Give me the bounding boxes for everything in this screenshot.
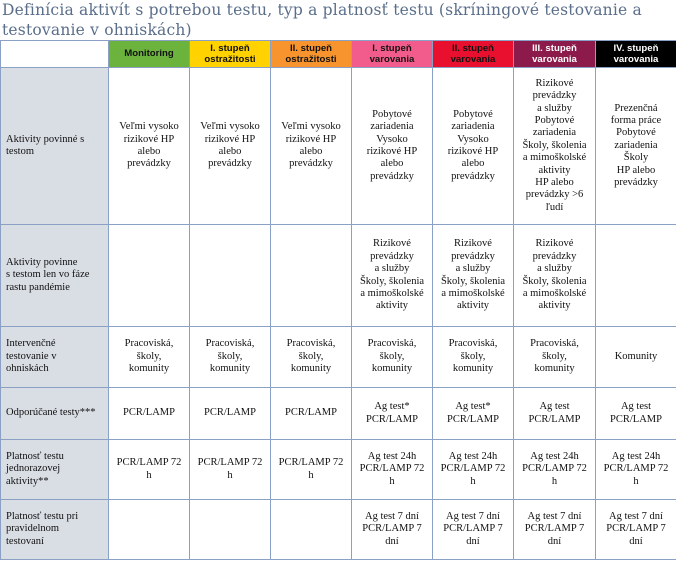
column-header: I. stupeň ostražitosti — [190, 41, 271, 68]
table-cell — [596, 225, 676, 327]
table-cell: Pracoviská, školy, komunity — [109, 327, 190, 388]
row-label: Odporúčané testy*** — [1, 388, 109, 440]
table-cell: Ag test 7 dní PCR/LAMP 7 dní — [596, 500, 676, 560]
table-row — [1, 68, 676, 225]
row-label: Platnosť testu jednorazovej aktivity** — [1, 440, 109, 500]
corner-cell — [1, 41, 109, 68]
table-cell: Ag test 24h PCR/LAMP 72 h — [514, 440, 596, 500]
table-cell: Pracoviská, školy, komunity — [514, 327, 596, 388]
document-title: Definícia aktivít s potrebou testu, typ a platnosť testu (skríningové testovanie a testovanie v ohniskách) — [2, 1, 642, 39]
table-cell: Ag test 7 dní PCR/LAMP 7 dní — [433, 500, 514, 560]
column-header: III. stupeň varovania — [514, 41, 596, 68]
column-header: II. stupeň varovania — [433, 41, 514, 68]
table-cell: Ag test 7 dní PCR/LAMP 7 dní — [514, 500, 596, 560]
table-cell: Pracoviská, školy, komunity — [271, 327, 352, 388]
table-cell: PCR/LAMP — [190, 388, 271, 440]
table-cell: Komunity — [596, 327, 676, 388]
table-cell — [190, 500, 271, 560]
table-row — [1, 500, 676, 560]
table-cell — [109, 500, 190, 560]
table-cell — [109, 225, 190, 327]
table-cell: Ag test* PCR/LAMP — [352, 388, 433, 440]
table-cell: Ag test 24h PCR/LAMP 72 h — [433, 440, 514, 500]
table-cell — [271, 225, 352, 327]
table-cell: PCR/LAMP — [109, 388, 190, 440]
column-header: IV. stupeň varovania — [596, 41, 676, 68]
table-cell: Pracoviská, školy, komunity — [190, 327, 271, 388]
column-header: Monitoring — [109, 41, 190, 68]
table-row — [1, 440, 676, 500]
table-cell: Veľmi vysoko rizikové HP alebo prevádzky — [271, 68, 352, 225]
row-label: Aktivity povinné s testom — [1, 68, 109, 225]
table-cell: Prezenčná forma práce Pobytové zariadenia Školy HP alebo prevádzky — [596, 68, 676, 225]
table-cell: Rizikové prevádzky a služby Školy, školenia a mimoškolské aktivity — [352, 225, 433, 327]
table-row — [1, 327, 676, 388]
row-label: Intervenčné testovanie v ohniskách — [1, 327, 109, 388]
table-row — [1, 225, 676, 327]
table-cell: PCR/LAMP — [271, 388, 352, 440]
table-cell: Rizikové prevádzky a služby Pobytové zariadenia Školy, školenia a mimoškolské aktivity HP alebo prevádzky >6 ľudí — [514, 68, 596, 225]
table-cell: PCR/LAMP 72 h — [109, 440, 190, 500]
table-cell: Pracoviská, školy, komunity — [352, 327, 433, 388]
table-cell: Pobytové zariadenia Vysoko rizikové HP alebo prevádzky — [433, 68, 514, 225]
table-cell: Pracoviská, školy, komunity — [433, 327, 514, 388]
column-header: II. stupeň ostražitosti — [271, 41, 352, 68]
row-label: Aktivity povinne s testom len vo fáze rastu pandémie — [1, 225, 109, 327]
table-cell: Rizikové prevádzky a služby Školy, školenia a mimoškolské aktivity — [514, 225, 596, 327]
column-header: I. stupeň varovania — [352, 41, 433, 68]
testing-table — [0, 40, 676, 560]
table-cell: PCR/LAMP 72 h — [271, 440, 352, 500]
table-cell: Ag test PCR/LAMP — [514, 388, 596, 440]
table-cell: Ag test 24h PCR/LAMP 72 h — [352, 440, 433, 500]
table-cell: Ag test* PCR/LAMP — [433, 388, 514, 440]
row-label: Platnosť testu pri pravidelnom testovaní — [1, 500, 109, 560]
table-cell: Ag test 7 dní PCR/LAMP 7 dní — [352, 500, 433, 560]
table-cell: Ag test 24h PCR/LAMP 72 h — [596, 440, 676, 500]
table-cell — [271, 500, 352, 560]
table-cell: PCR/LAMP 72 h — [190, 440, 271, 500]
table-cell — [190, 225, 271, 327]
table-cell: Veľmi vysoko rizikové HP alebo prevádzky — [190, 68, 271, 225]
table-cell: Pobytové zariadenia Vysoko rizikové HP alebo prevádzky — [352, 68, 433, 225]
table-cell: Veľmi vysoko rizikové HP alebo prevádzky — [109, 68, 190, 225]
table-row — [1, 388, 676, 440]
table-cell: Rizikové prevádzky a služby Školy, školenia a mimoškolské aktivity — [433, 225, 514, 327]
header-row — [1, 41, 676, 68]
table-cell: Ag test PCR/LAMP — [596, 388, 676, 440]
